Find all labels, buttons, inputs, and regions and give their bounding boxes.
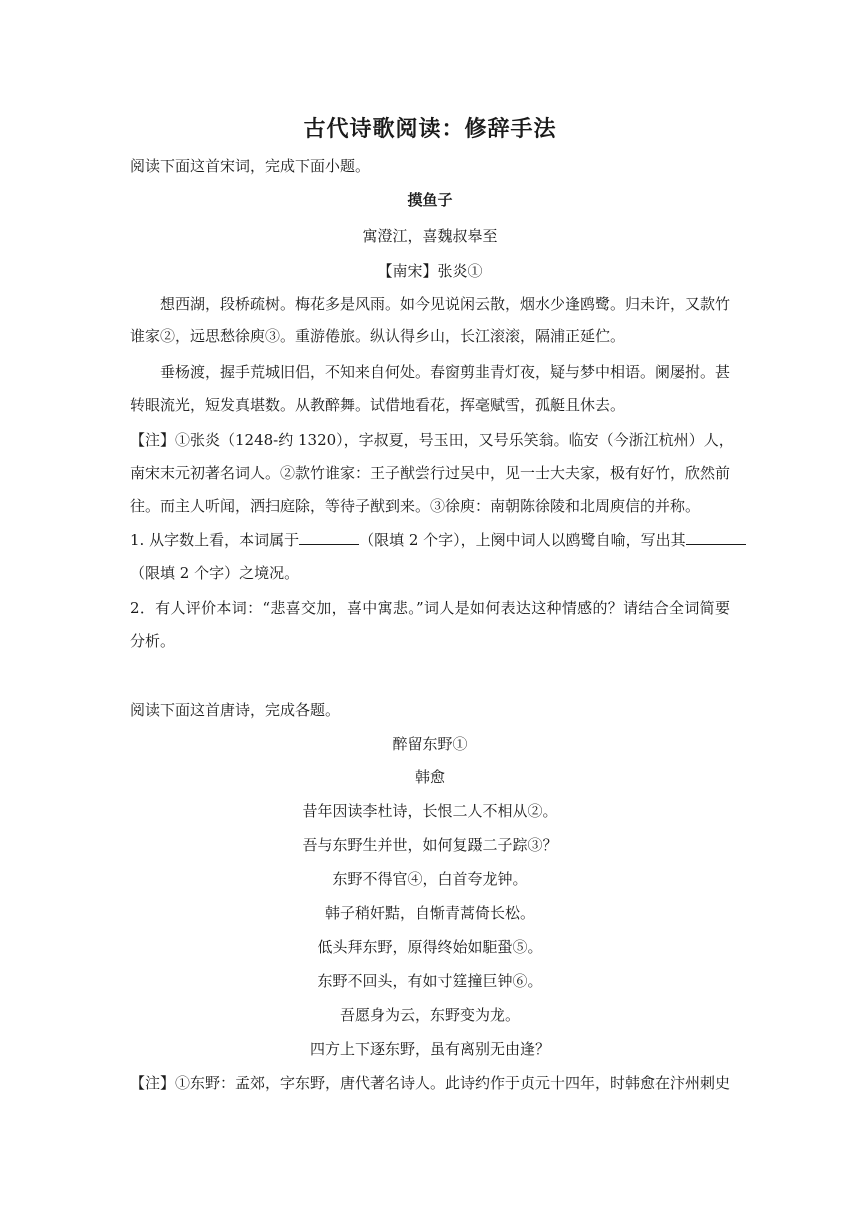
question-2-line1: 2．有人评价本词：“悲喜交加，喜中寓悲。”词人是如何表达这种情感的？请结合全词简要 xyxy=(130,599,730,617)
poem2-line-3: 东野不得官④，白首夸龙钟。 xyxy=(332,870,528,888)
poem1-note-line3: 往。而主人听闻，洒扫庭除，等待子猷到来。③徐庾：南朝陈徐陵和北周庾信的并称。 xyxy=(130,497,701,515)
poem2-line-5: 低头拜东野，原得终始如駏蛩⑤。 xyxy=(317,938,543,956)
answer-blank-1[interactable] xyxy=(299,530,359,545)
poem1-stanza2-line1: 垂杨渡，握手荒城旧侣，不知来自何处。春窗剪韭青灯夜，疑与梦中相语。阑屡拊。甚 xyxy=(160,363,731,381)
poem2-line-8: 四方上下逐东野，虽有离别无由逢？ xyxy=(309,1040,550,1058)
question-2-line2: 分析。 xyxy=(130,632,176,650)
page-title: 古代诗歌阅读：修辞手法 xyxy=(303,116,557,142)
poem1-stanza1-line1: 想西湖，段桥疏树。梅花多是风雨。如今见说闲云散，烟水少逢鸥鹭。归未许，又款竹 xyxy=(160,295,731,313)
section1-instruction: 阅读下面这首宋词，完成下面小题。 xyxy=(130,157,371,175)
question-1-part1: 1. 从字数上看，本词属于 xyxy=(130,531,300,549)
poem1-title: 摸鱼子 xyxy=(407,191,453,209)
poem2-note-line1: 【注】①东野：孟郊，字东野，唐代著名诗人。此诗约作于贞元十四年，时韩愈在汴州刺史 xyxy=(130,1074,731,1092)
answer-blank-2[interactable] xyxy=(686,530,746,545)
poem2-line-2: 吾与东野生并世，如何复蹑二子踪③？ xyxy=(302,836,558,854)
section2-instruction: 阅读下面这首唐诗，完成各题。 xyxy=(130,701,341,719)
poem2-line-4: 韩子稍奸黠，自惭青蒿倚长松。 xyxy=(324,904,535,922)
question-1-part2: （限填 2 个字），上阕中词人以鸥鹭自喻，写出其 xyxy=(359,531,686,549)
poem1-stanza1-line2: 谁家②，远思愁徐庾③。重游倦旅。纵认得乡山，长江滚滚，隔浦正延伫。 xyxy=(130,327,626,345)
poem2-title: 醉留东野① xyxy=(392,735,468,753)
poem1-note-line1: 【注】①张炎（1248-约 1320），字叔夏，号玉田，又号乐笑翁。临安（今浙江杭州）人， xyxy=(130,431,734,449)
poem2-line-7: 吾愿身为云，东野变为龙。 xyxy=(339,1006,520,1024)
poem1-subtitle: 寓澄江，喜魏叔皋至 xyxy=(362,227,498,245)
poem1-stanza2-line2: 转眼流光，短发真堪数。从教醉舞。试借地看花，挥毫赋雪，孤艇且休去。 xyxy=(130,396,626,414)
poem1-note-line2: 南宋末元初著名词人。②款竹谁家：王子猷尝行过吴中，见一士大夫家，极有好竹，欣然前 xyxy=(130,464,731,482)
poem2-author: 韩愈 xyxy=(414,768,445,786)
poem2-line-6: 东野不回头，有如寸筳撞巨钟⑥。 xyxy=(317,972,543,990)
question-1-line2: （限填 2 个字）之境况。 xyxy=(130,564,300,582)
question-1 xyxy=(130,530,730,550)
poem2-line-1: 昔年因读李杜诗，长恨二人不相从②。 xyxy=(302,802,558,820)
poem1-author: 【南宋】张炎① xyxy=(377,262,483,280)
